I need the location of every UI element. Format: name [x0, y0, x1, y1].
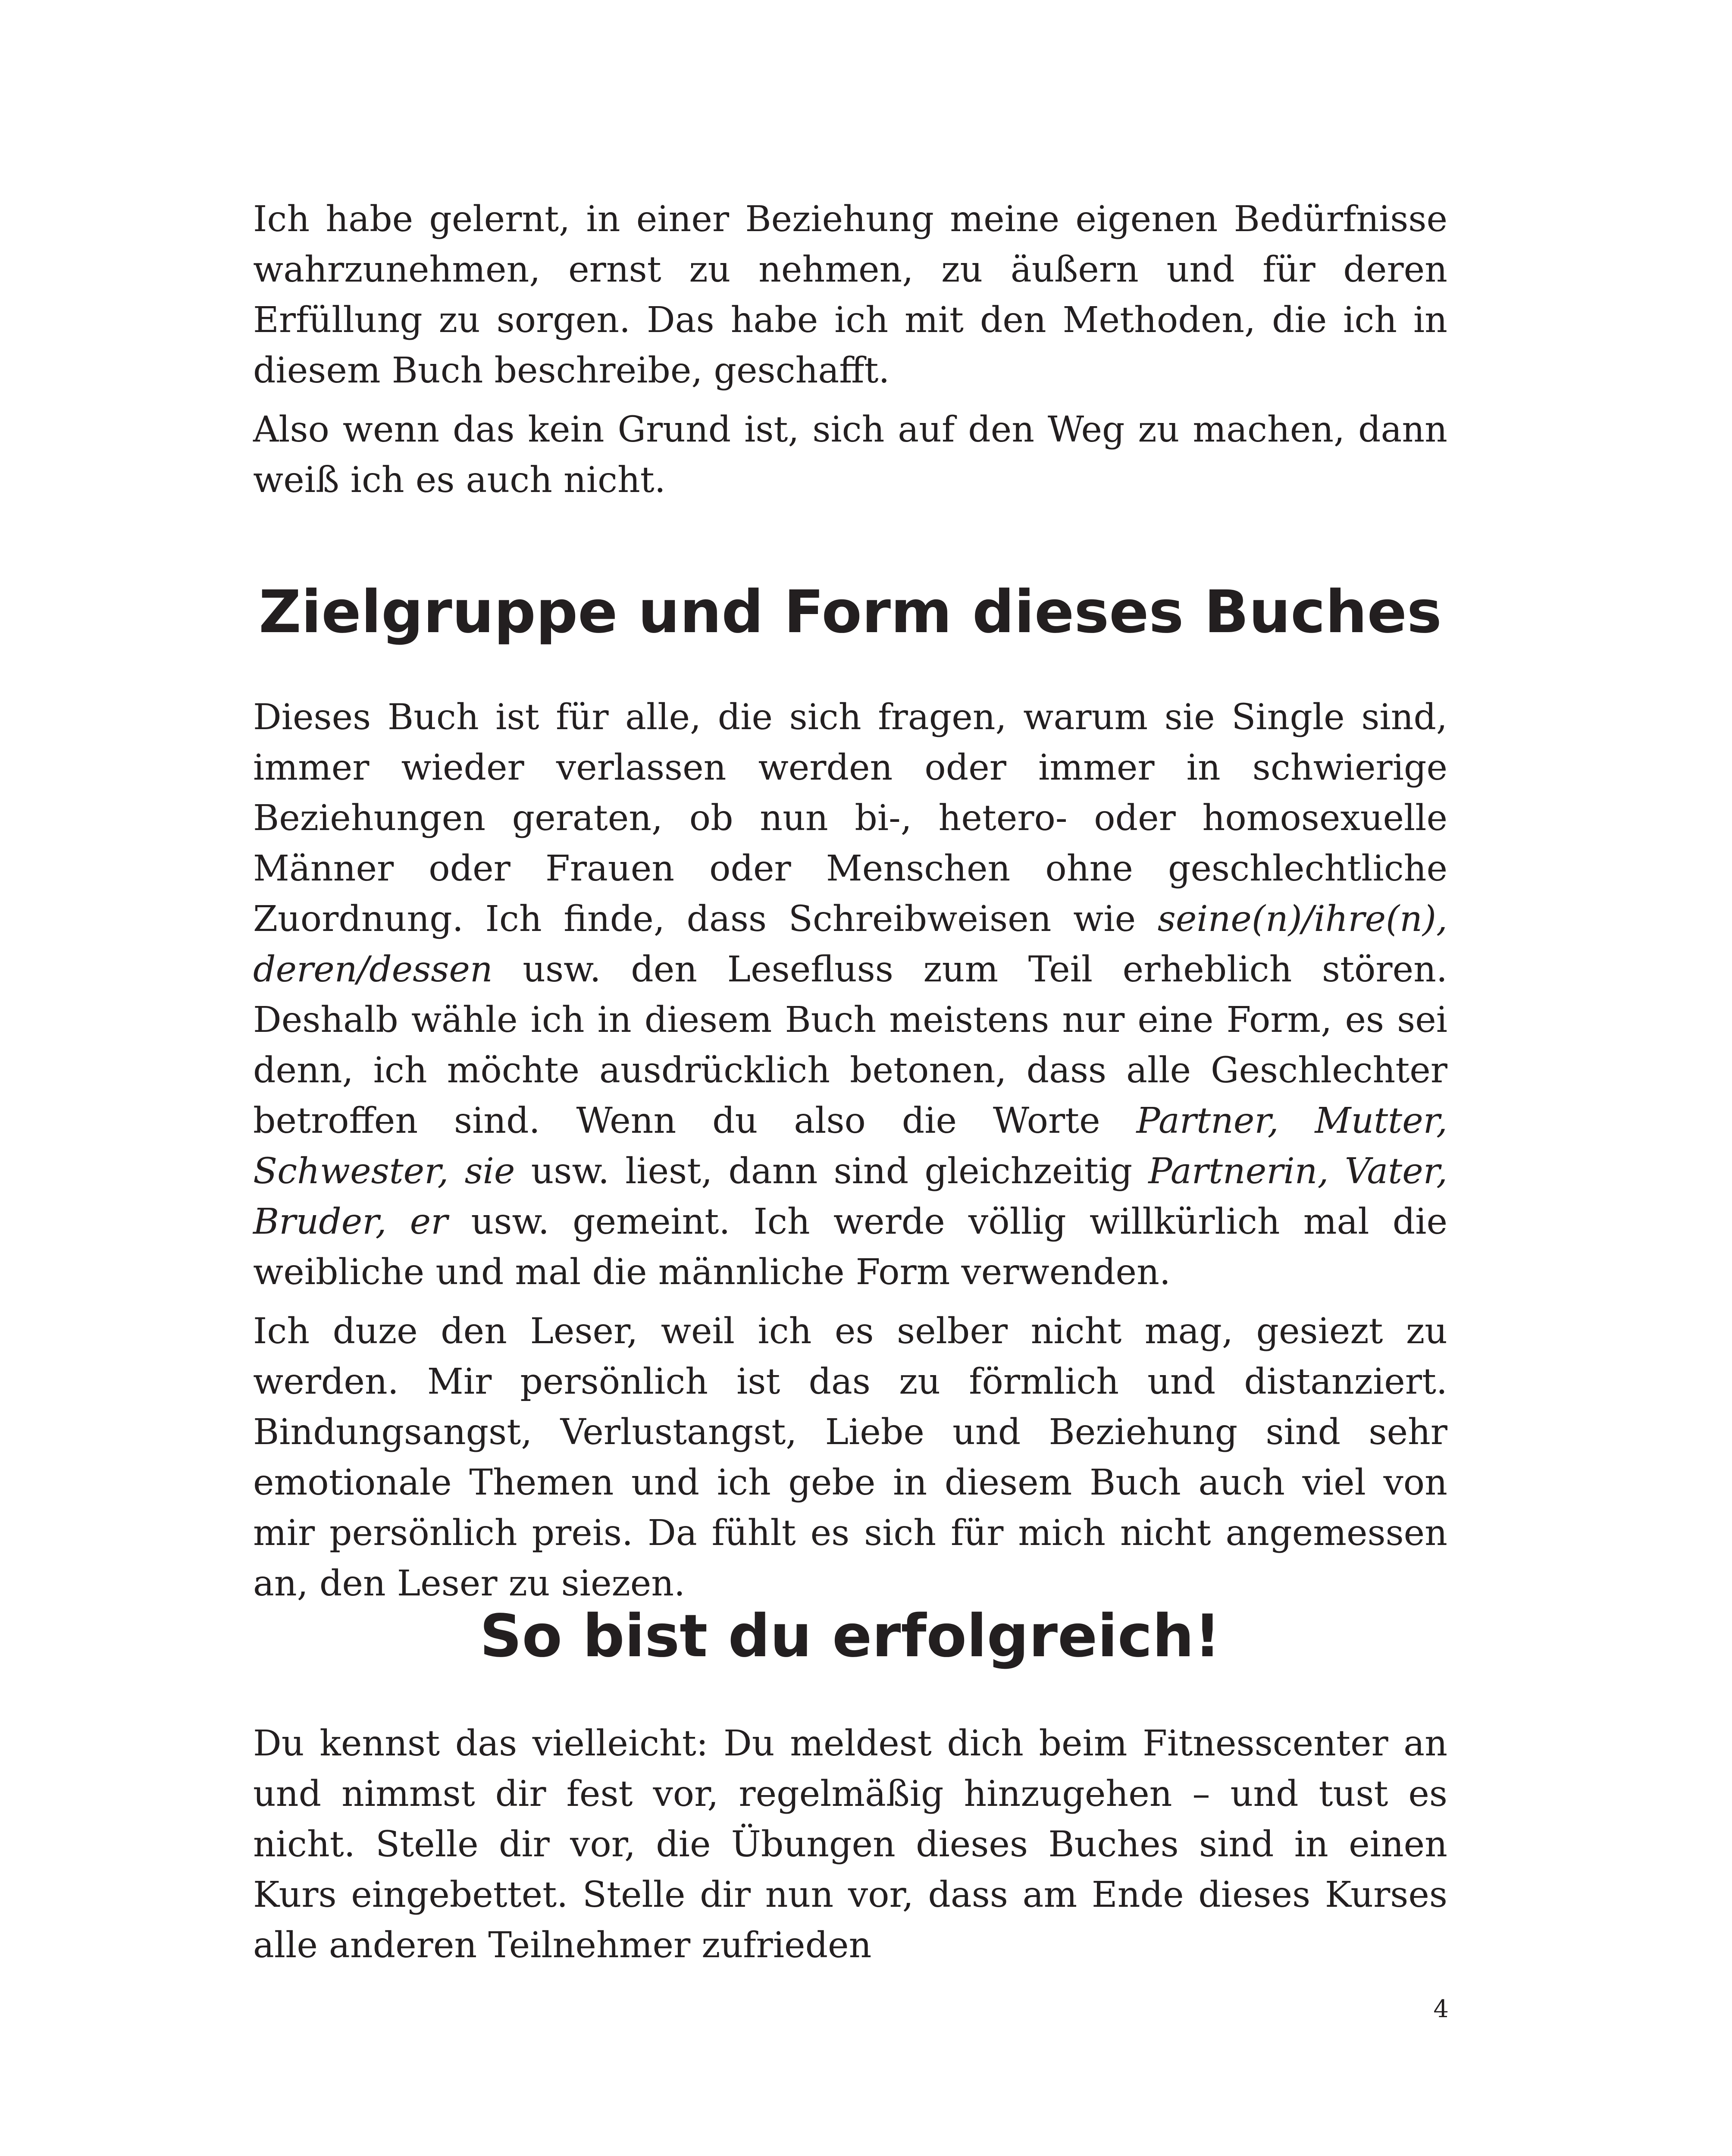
intro-text [253, 194, 1447, 505]
erfolgreich-paragraph-1: Du kennst das vielleicht: Du meldest dich beim Fitnesscenter an und nimmst dir fest vor, regelmäßig hinzugehen – und tust es nicht. Stelle dir vor, die Übungen dieses Buches sind in einen Kurs eingebettet. Stelle dir nun vor, dass am Ende dieses Kurses alle anderen Teilnehmer zufrieden [253, 1723, 1447, 1966]
zielgruppe-p1-italic-1: seine(n)/ihre(n), deren/dessen [253, 899, 1447, 990]
zielgruppe-p1-text-2: usw. den Lesefluss zum Teil erheblich stören. Deshalb wähle ich in diesem Buch meistens nur eine Form, es sei denn, ich möchte ausdrücklich betonen, dass alle Geschlechter betroffen sind. Wenn du also die Worte [253, 949, 1447, 1141]
section-erfolgreich-text [253, 1718, 1447, 1971]
intro-paragraph-2: Also wenn das kein Grund ist, sich auf den Weg zu machen, dann weiß ich es auch nicht. [253, 409, 1447, 501]
intro-paragraph-1: Ich habe gelernt, in einer Beziehung meine eigenen Bedürfnisse wahrzunehmen, ernst zu nehmen, zu äußern und für deren Erfüllung zu sorgen. Das habe ich mit den Methoden, die ich in diesem Buch beschreibe, geschafft. [253, 199, 1447, 391]
zielgruppe-paragraph-2: Ich duze den Leser, weil ich es selber nicht mag, gesiezt zu werden. Mir persönlich ist das zu förmlich und distanziert. Bindungsangst, Verlustangst, Liebe und Beziehung sind sehr emotionale Themen und ich gebe in diesem Buch auch viel von mir persönlich preis. Da fühlt es sich für mich nicht angemessen an, den Leser zu siezen. [253, 1311, 1447, 1604]
zielgruppe-p1-text-3: usw. liest, dann sind gleichzeitig [515, 1151, 1149, 1192]
section-heading-zielgruppe: Zielgruppe und Form dieses Buches [259, 578, 1442, 646]
section-heading-erfolgreich: So bist du erfolgreich! [479, 1602, 1221, 1670]
zielgruppe-p1-italic-2: Partner, Mutter, Schwester, sie [253, 1100, 1447, 1192]
page-number: 4 [1433, 1995, 1449, 2023]
section-zielgruppe-text [253, 692, 1447, 1609]
zielgruppe-paragraph-1 [253, 692, 1447, 1297]
zielgruppe-p1-italic-3: Partnerin, Vater, Bruder, er [253, 1151, 1448, 1242]
zielgruppe-p1-text-4: usw. gemeint. Ich werde völlig willkürlich mal die weibliche und mal die männliche Form verwenden. [253, 1201, 1447, 1293]
zielgruppe-p1-text-1: Dieses Buch ist für alle, die sich fragen, warum sie Single sind, immer wieder verlassen werden oder immer in schwierige Beziehungen geraten, ob nun bi-, hetero- oder homosexuelle Männer oder Frauen oder Menschen ohne geschlechtliche Zuordnung. Ich finde, dass Schreibweisen wie [253, 697, 1447, 940]
